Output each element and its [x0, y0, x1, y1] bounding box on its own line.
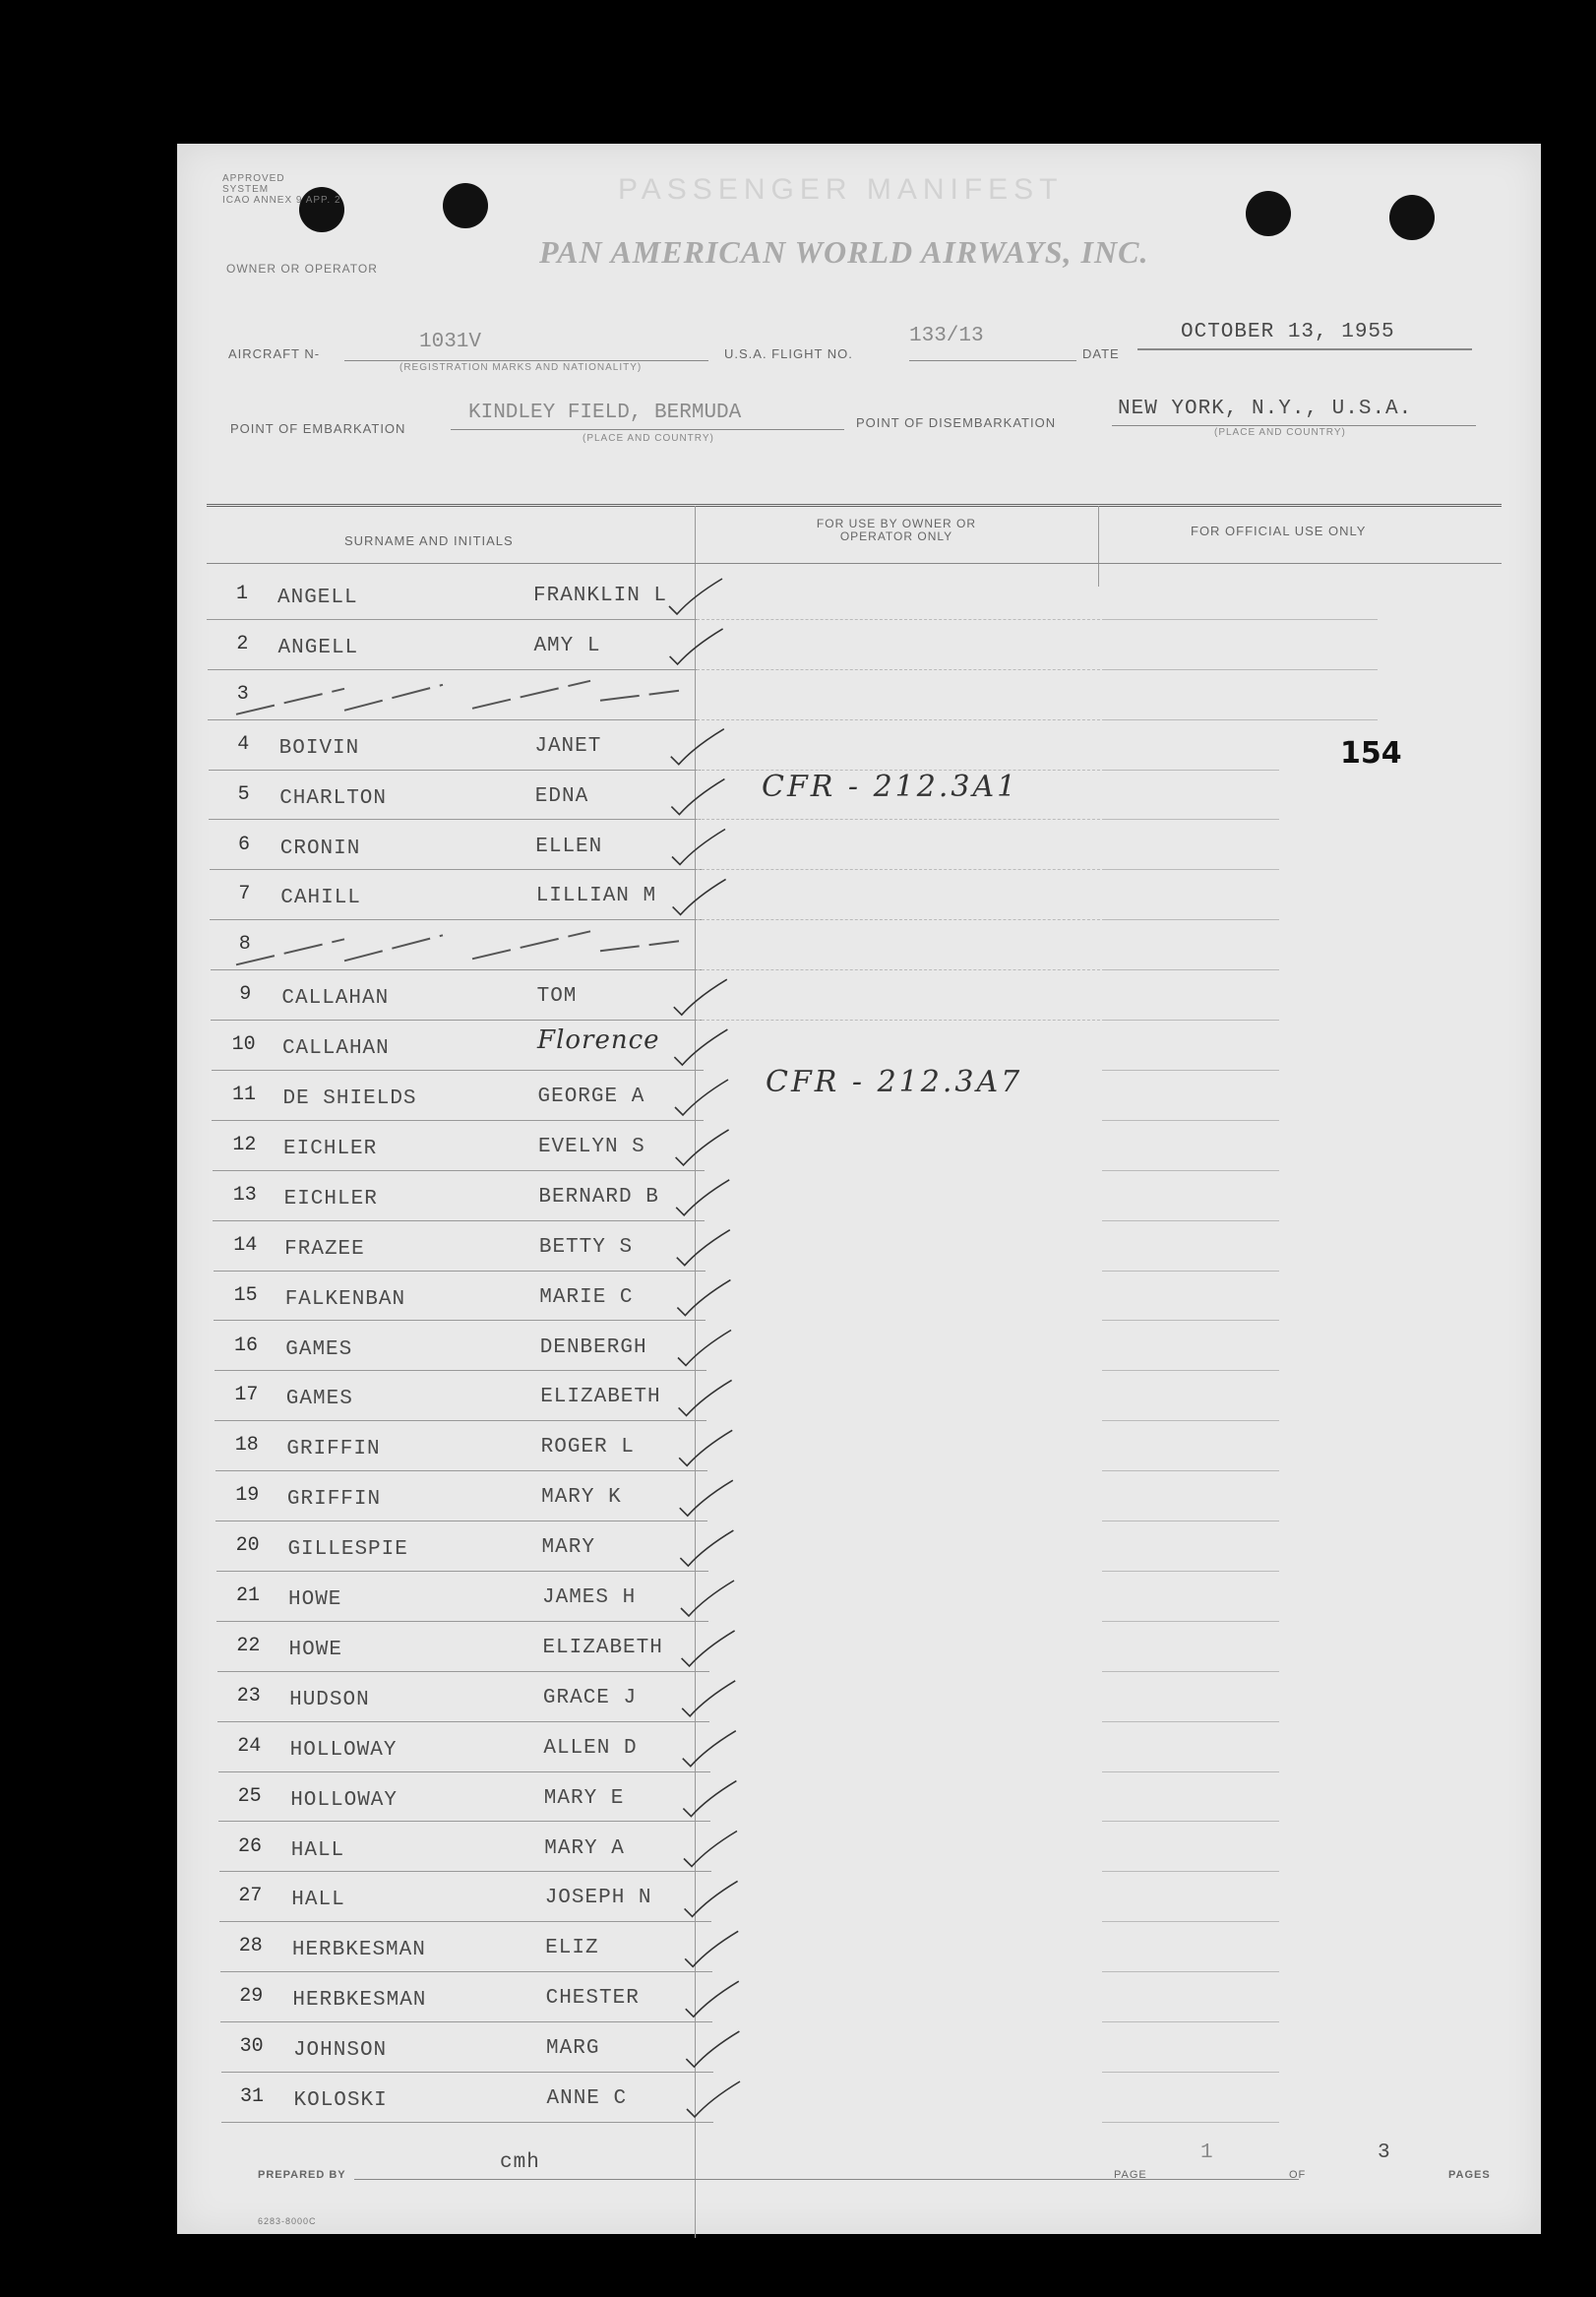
row-number: 3 [236, 682, 249, 706]
passenger-surname: HOWE [288, 1588, 342, 1611]
flight-value: 133/13 [909, 325, 984, 347]
strike-line [472, 681, 590, 709]
passenger-surname: CALLAHAN [281, 1037, 390, 1061]
owner-label: OWNER OR OPERATOR [226, 262, 378, 276]
approval-line: SYSTEM [222, 184, 270, 195]
check-mark-icon [685, 1931, 738, 1966]
check-mark-icon [685, 1881, 738, 1916]
approval-line: APPROVED [222, 173, 285, 184]
row-number: 10 [231, 1033, 256, 1057]
strike-line [236, 689, 344, 714]
passenger-surname: JOHNSON [292, 2039, 388, 2063]
airline-name: PAN AMERICAN WORLD AIRWAYS, INC. [539, 234, 1149, 270]
passenger-surname: DE SHIELDS [282, 1087, 417, 1110]
embark-value: KINDLEY FIELD, BERMUDA [468, 402, 742, 424]
row-number: 15 [233, 1283, 258, 1307]
row-number: 5 [237, 782, 250, 806]
passenger-surname: ANGELL [277, 636, 359, 659]
col-header-surname: SURNAME AND INITIALS [344, 533, 514, 548]
passenger-given-name: ELIZ [545, 1937, 599, 1960]
col-header-official: FOR OFFICIAL USE ONLY [1191, 524, 1367, 538]
passenger-given-name: ELLEN [535, 835, 603, 858]
passenger-given-name: EVELYN S [537, 1135, 645, 1158]
row-number: 18 [234, 1434, 259, 1458]
prepared-value: cmh [500, 2151, 540, 2174]
passenger-given-name: MARIE C [539, 1285, 634, 1309]
pages-label: PAGES [1448, 2169, 1491, 2181]
row-number: 11 [232, 1084, 257, 1106]
embark-sub: (PLACE AND COUNTRY) [583, 433, 714, 444]
form-title: PASSENGER MANIFEST [618, 173, 1064, 206]
check-mark-icon [674, 1029, 727, 1065]
check-mark-icon [676, 1180, 729, 1215]
col-header-owner: FOR USE BY OWNER OR OPERATOR ONLY [816, 517, 977, 543]
passenger-surname: HALL [290, 1838, 345, 1862]
check-mark-icon [675, 1080, 728, 1115]
row-number: 28 [238, 1935, 263, 1958]
aircraft-label: AIRCRAFT N- [228, 346, 321, 361]
passenger-given-name: CHESTER [545, 1987, 640, 2011]
row-number: 13 [232, 1183, 257, 1207]
check-mark-icon [670, 629, 723, 664]
row-number: 1 [236, 583, 249, 605]
flight-label: U.S.A. FLIGHT NO. [724, 346, 853, 361]
row-number: 25 [237, 1784, 262, 1808]
strike-line [600, 941, 679, 951]
passenger-surname: GRIFFIN [286, 1488, 382, 1512]
annotation-row5: CFR - 212.3A1 [762, 770, 1019, 804]
passenger-given-name: AMY L [533, 634, 601, 657]
passenger-surname: CAHILL [280, 887, 361, 910]
passenger-surname: HOWE [288, 1638, 342, 1661]
check-mark-icon [684, 1831, 737, 1867]
passenger-given-name: EDNA [534, 784, 589, 808]
check-mark-icon [683, 1731, 736, 1767]
check-mark-icon [673, 879, 726, 914]
check-mark-icon [678, 1331, 731, 1366]
passenger-given-name: ELIZABETH [542, 1636, 663, 1659]
check-mark-icon [681, 1581, 734, 1616]
passenger-given-name: LILLIAN M [535, 885, 657, 908]
passenger-given-name: MARY [541, 1536, 595, 1560]
check-mark-icon [686, 1981, 739, 2017]
check-marks [177, 144, 1541, 2234]
passenger-given-name: GEORGE A [537, 1086, 645, 1108]
row-number: 12 [232, 1133, 257, 1156]
page-stamp: 154 [1340, 736, 1402, 771]
check-mark-icon [682, 1631, 735, 1666]
passenger-surname: GAMES [285, 1337, 353, 1361]
passenger-given-name: MARY A [544, 1836, 625, 1860]
manifest-sheet [177, 144, 1541, 2234]
check-mark-icon [686, 2031, 739, 2067]
approval-line: ICAO ANNEX 9 APP. 2 [222, 195, 341, 206]
row-number: 19 [235, 1484, 260, 1508]
check-mark-icon [679, 1380, 732, 1415]
disembark-label: POINT OF DISEMBARKATION [856, 415, 1057, 430]
passenger-given-name: MARY K [541, 1486, 622, 1510]
check-mark-icon [687, 2081, 740, 2117]
passenger-given-name: JAMES H [542, 1586, 637, 1609]
passenger-given-name: ELIZABETH [540, 1386, 661, 1409]
check-mark-icon [680, 1480, 733, 1516]
page-value: 1 [1200, 2142, 1213, 2164]
strike-line [344, 935, 443, 961]
check-mark-icon [676, 1130, 729, 1165]
of-label: OF [1289, 2169, 1307, 2181]
passenger-given-name: TOM [536, 985, 578, 1009]
row-number: 9 [239, 983, 252, 1007]
passenger-given-name: MARY E [543, 1786, 625, 1810]
row-number: 31 [240, 2085, 265, 2108]
check-mark-icon [674, 979, 727, 1015]
row-number: 14 [233, 1233, 258, 1257]
row-number: 26 [238, 1834, 263, 1858]
row-number: 21 [236, 1584, 261, 1607]
check-mark-icon [671, 729, 724, 765]
passenger-given-name: BETTY S [538, 1235, 634, 1259]
check-mark-icon [669, 579, 722, 614]
aircraft-value: 1031V [419, 331, 482, 353]
passenger-surname: FRAZEE [284, 1237, 365, 1261]
of-value: 3 [1378, 2142, 1391, 2164]
passenger-surname: CRONIN [279, 837, 361, 860]
strike-line [472, 931, 590, 959]
passenger-surname: HUDSON [289, 1688, 370, 1711]
passenger-surname: EICHLER [283, 1187, 378, 1211]
passenger-given-name: GRACE J [542, 1686, 638, 1709]
page-label: PAGE [1114, 2169, 1147, 2181]
check-mark-icon [682, 1681, 735, 1716]
row-number: 30 [239, 2035, 264, 2059]
passenger-surname: CALLAHAN [281, 987, 390, 1011]
passenger-given-name: ALLEN D [543, 1736, 638, 1760]
row-number: 17 [234, 1384, 259, 1407]
row-number: 4 [237, 732, 250, 756]
check-mark-icon [671, 779, 724, 815]
disembark-value: NEW YORK, N.Y., U.S.A. [1118, 398, 1413, 420]
date-label: DATE [1082, 346, 1120, 361]
row-number: 20 [235, 1534, 260, 1558]
passenger-given-name: FRANKLIN L [533, 585, 668, 607]
passenger-surname: EICHLER [283, 1137, 378, 1160]
passenger-given-name: MARG [546, 2037, 600, 2061]
passenger-surname: GILLESPIE [287, 1538, 408, 1562]
strike-line [344, 685, 443, 711]
passenger-surname: HOLLOWAY [290, 1788, 399, 1812]
annotation-row11: CFR - 212.3A7 [766, 1065, 1023, 1099]
passenger-given-name: JOSEPH N [544, 1887, 652, 1910]
prepared-label: PREPARED BY [258, 2169, 346, 2181]
disembark-sub: (PLACE AND COUNTRY) [1214, 427, 1346, 438]
form-code: 6283-8000C [258, 2216, 317, 2226]
passenger-given-name: BERNARD B [538, 1185, 659, 1209]
prepared-underline [354, 2179, 1299, 2180]
embark-label: POINT OF EMBARKATION [230, 421, 406, 436]
passenger-given-name: DENBERGH [539, 1335, 647, 1359]
passenger-surname: BOIVIN [278, 736, 360, 760]
check-mark-icon [677, 1280, 730, 1316]
row-number: 16 [234, 1334, 259, 1357]
row-number: 8 [238, 933, 251, 957]
row-number: 2 [236, 632, 249, 655]
passenger-given-name: ROGER L [540, 1436, 635, 1459]
row-number: 7 [238, 883, 251, 906]
row-number: 23 [236, 1684, 261, 1707]
passenger-surname: HERBKESMAN [292, 1989, 427, 2013]
check-mark-icon [672, 830, 725, 865]
date-value: OCTOBER 13, 1955 [1181, 321, 1395, 343]
passenger-surname: CHARLTON [279, 786, 388, 810]
check-mark-icon [677, 1230, 730, 1266]
row-number: 6 [238, 833, 251, 856]
passenger-given-name: Florence [537, 1025, 660, 1056]
strike-line [600, 691, 679, 701]
passenger-surname: KOLOSKI [293, 2089, 388, 2112]
row-number: 29 [239, 1985, 264, 2009]
passenger-surname: GAMES [285, 1388, 353, 1411]
aircraft-sub: (REGISTRATION MARKS AND NATIONALITY) [399, 362, 643, 373]
passenger-given-name: ANNE C [546, 2087, 628, 2110]
strike-line [236, 939, 344, 964]
check-mark-icon [680, 1530, 733, 1566]
row-number: 22 [236, 1634, 261, 1657]
passenger-surname: HERBKESMAN [291, 1939, 426, 1962]
passenger-surname: HOLLOWAY [289, 1738, 398, 1762]
passenger-surname: FALKENBAN [284, 1287, 406, 1311]
passenger-surname: HALL [291, 1889, 345, 1912]
passenger-surname: ANGELL [277, 587, 358, 609]
check-mark-icon [679, 1430, 732, 1465]
row-number: 24 [237, 1734, 262, 1758]
passenger-given-name: JANET [534, 734, 602, 758]
passenger-surname: GRIFFIN [286, 1438, 381, 1461]
check-mark-icon [683, 1781, 736, 1817]
row-number: 27 [238, 1885, 263, 1908]
